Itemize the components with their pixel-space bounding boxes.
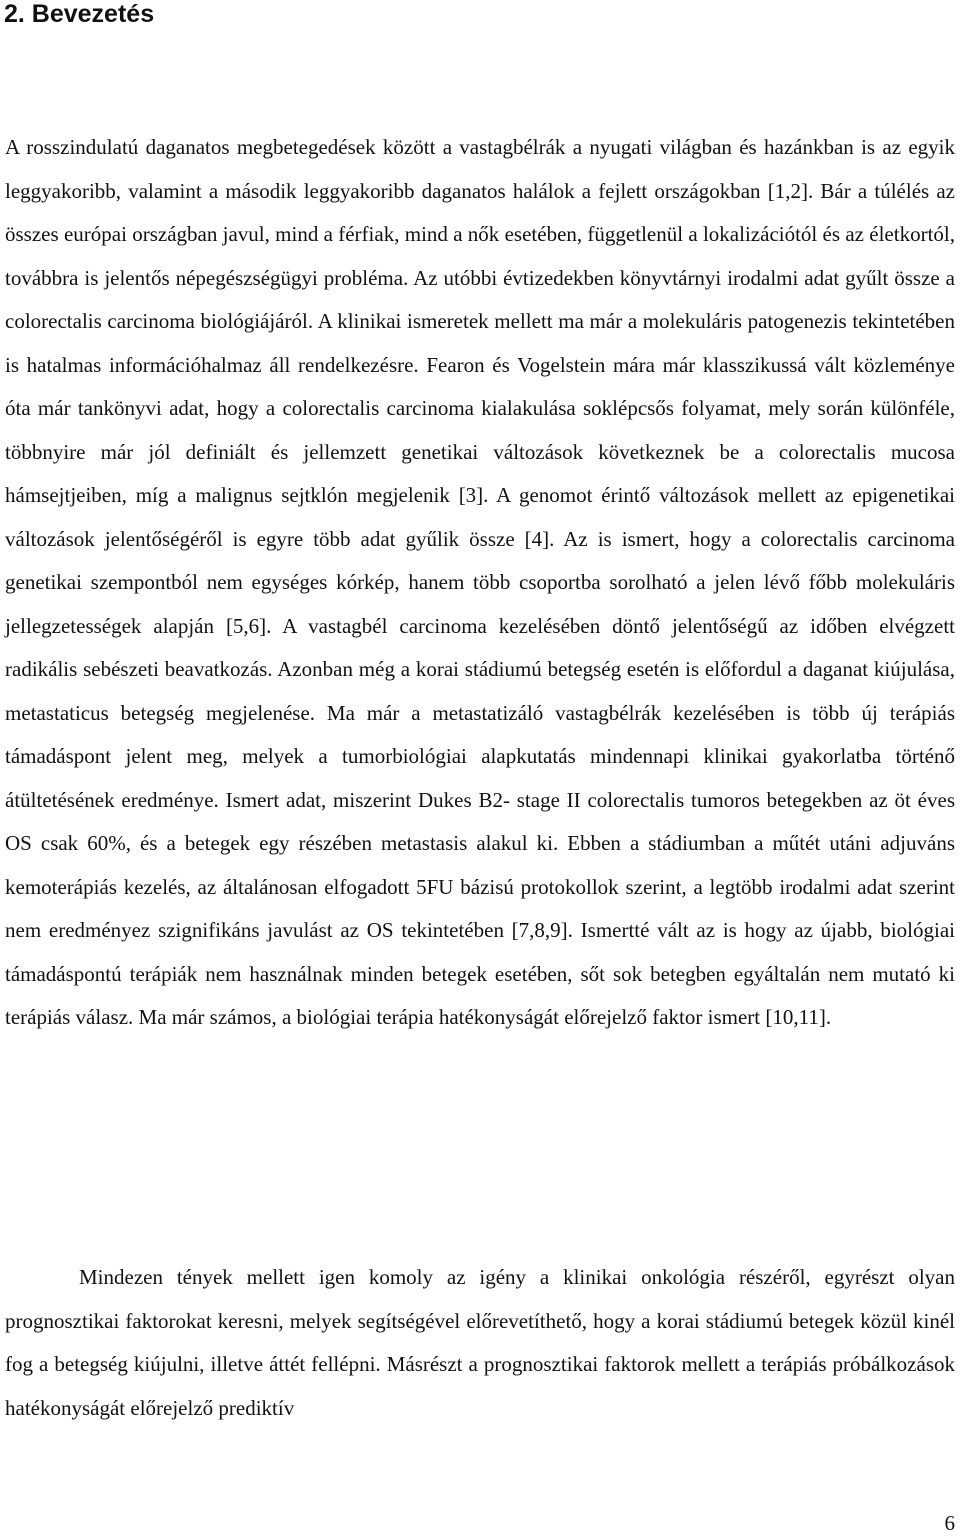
paragraph-continuation: Mindezen tények mellett igen komoly az igény a klinikai onkológia részéről, egyrészt olyan prognosztikai faktorokat keresni, melyek segítségével előrevetíthető, hogy a korai stádiumú betegek közül kinél fog a betegség kiújulni, illetve áttét fellépni. Másrészt a prognosztikai faktorok mellett a terápiás próbálkozások hatékonyságát előrejelző prediktív xyxy=(5,1265,955,1420)
section-heading: 2. Bevezetés xyxy=(4,0,155,28)
page-number: 6 xyxy=(944,1511,955,1535)
paragraph-introduction: A rosszindulatú daganatos megbetegedések között a vastagbélrák a nyugati világban és hazánkban is az egyik leggyakoribb, valamint a második leggyakoribb daganatos halálok a fejlett országokban [1,2]. Bár a túlélés az összes európai országban javul, mind a férfiak, mind a nők esetében, függetlenül a lokalizációtól és az életkortól, továbbra is jelentős népegészségügyi probléma. Az utóbbi évtizedekben könyvtárnyi irodalmi adat gyűlt össze a colorectalis carcinoma biológiájáról. A klinikai ismeretek mellett ma már a molekuláris patogenezis tekintetében is hatalmas információhalmaz áll rendelkezésre. Fearon és Vogelstein mára már klasszikussá vált közleménye óta már tankönyvi adat, hogy a colorectalis carcinoma kialakulása soklépcsős folyamat, mely során különféle, többnyire már jól definiált és jellemzett genetikai változások következnek be a colorectalis mucosa hámsejtjeiben, míg a malignus sejtklón megjelenik [3]. A genomot érintő változások mellett az epigenetikai változások jelentőségéről is egyre több adat gyűlik össze [4]. Az is ismert, hogy a colorectalis carcinoma genetikai szempontból nem egységes kórkép, hanem több csoportba sorolható a jelen lévő főbb molekuláris jellegzetességek alapján [5,6]. A vastagbél carcinoma kezelésében döntő jelentőségű az időben elvégzett radikális sebészeti beavatkozás. Azonban még a korai stádiumú betegség esetén is előfordul a daganat kiújulása, metastaticus betegség megjelenése. Ma már a metastatizáló vastagbélrák kezelésében is több új terápiás támadáspont jelent meg, melyek a tumorbiológiai alapkutatás mindennapi klinikai gyakorlatba történő átültetésének eredménye. Ismert adat, miszerint Dukes B2- stage II colorectalis tumoros betegekben az öt éves OS csak 60%, és a betegek egy részében metastasis alakul ki. Ebben a stádiumban a műtét utáni adjuváns kemoterápiás kezelés, az általánosan elfogadott 5FU bázisú protokollok szerint, a legtöbb irodalmi adat szerint nem eredményez szignifikáns javulást az OS tekintetében [7,8,9]. Ismertté vált az is hogy az újabb, biológiai támadáspontú terápiák nem használnak minden betegek esetében, sőt sok betegben egyáltalán nem mutató ki terápiás válasz. Ma már számos, a biológiai terápia hatékonyságát előrejelző faktor ismert [10,11]. xyxy=(5,135,955,1029)
